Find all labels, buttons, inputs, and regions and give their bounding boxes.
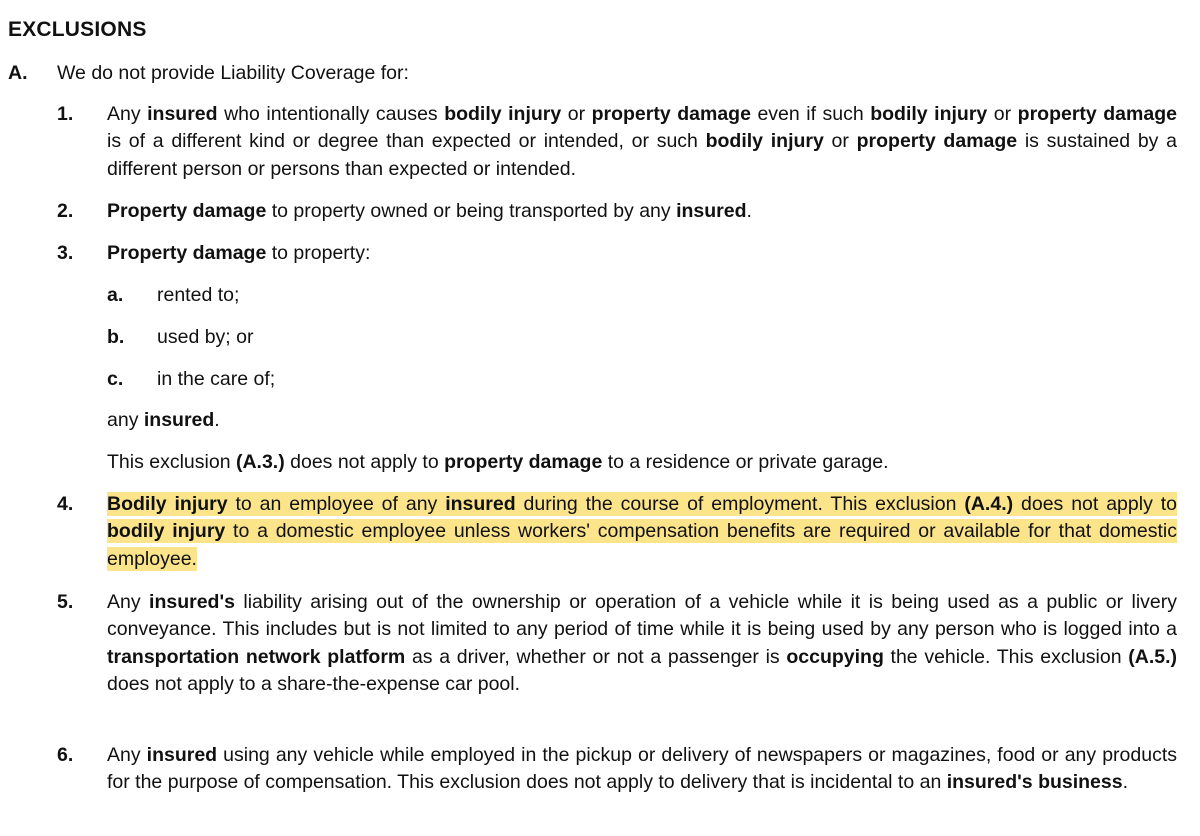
text-run: to an employee of any	[227, 493, 446, 515]
item-text	[107, 198, 1177, 225]
defined-term: insured	[445, 493, 516, 515]
text-run: to a domestic employee unless workers' compensation benefits are required or available for that domestic employee.	[107, 520, 1177, 570]
defined-term: insured's	[946, 771, 1033, 794]
text-run: any	[107, 409, 144, 431]
item-number: 6.	[57, 744, 74, 766]
text-run: who intentionally causes	[217, 103, 445, 125]
defined-term: (A.5.)	[1128, 645, 1177, 668]
item-text	[107, 240, 1177, 267]
item-text	[107, 589, 1177, 698]
defined-term: insured's	[149, 591, 235, 613]
text-run: or	[987, 103, 1018, 125]
text-run: using any vehicle while employed in the pickup or delivery of newspapers or magazines, food or any products for the purpose of compensation. This exclusion does not apply to delivery that is incidental to an	[107, 744, 1177, 794]
text-run: to property owned or being transported by any	[266, 200, 677, 222]
defined-term: Property damage	[107, 200, 267, 222]
section-a-intro: We do not provide Liability Coverage for:	[57, 62, 409, 84]
defined-term: insured	[143, 409, 215, 431]
text-run: or	[823, 130, 857, 153]
item-number: 5.	[57, 591, 74, 613]
text-run: liability arising out of the ownership or operation of a vehicle while it is being used as a public or livery conveyance. This includes but is not limited to any period of time while it is being used by any person who is logged into a	[107, 591, 1177, 641]
defined-term: (A.4.)	[964, 493, 1014, 515]
text-run: is sustained by a different person or persons than expected or intended.	[107, 130, 1177, 180]
defined-term: Property damage	[107, 242, 267, 264]
subitem-text: in the care of;	[157, 368, 276, 390]
text-run: Any	[107, 103, 148, 125]
item-number: 4.	[57, 493, 74, 515]
text-run: .	[1122, 771, 1129, 794]
closing-text	[107, 407, 220, 434]
defined-term: bodily injury	[444, 103, 562, 125]
text-run: .	[214, 409, 220, 431]
exclusion-note	[107, 449, 888, 476]
text-run: as a driver, whether or not a passenger is	[405, 645, 787, 668]
text-run: .	[746, 200, 752, 222]
defined-term: property damage	[856, 130, 1018, 153]
section-heading: EXCLUSIONS	[8, 18, 147, 41]
defined-term: property damage	[444, 451, 603, 473]
highlight	[107, 492, 1177, 571]
item-text-highlighted	[107, 491, 1177, 573]
defined-term: bodily injury	[107, 520, 226, 543]
defined-term: occupying	[786, 645, 884, 668]
subitem-text: rented to;	[157, 284, 240, 306]
defined-term: business	[1038, 771, 1123, 794]
text-run: the vehicle. This exclusion	[883, 645, 1129, 668]
text-run: is of a different kind or degree than expected or intended, or such	[107, 130, 706, 153]
text-run: does not apply to	[1013, 493, 1177, 515]
text-run: Any	[107, 744, 147, 766]
text-run: does not apply to a share-the-expense car pool.	[107, 672, 521, 695]
defined-term: transportation network platform	[107, 645, 406, 668]
text-run: Any	[107, 591, 150, 613]
section-a-label: A.	[8, 62, 28, 84]
defined-term: (A.3.)	[235, 451, 285, 473]
defined-term: bodily injury	[705, 130, 824, 153]
defined-term: property damage	[1017, 103, 1177, 125]
subitem-text: used by; or	[157, 326, 254, 348]
text-run: This exclusion	[107, 451, 236, 473]
text-run: even if such	[750, 103, 871, 125]
text-run: does not apply to	[284, 451, 445, 473]
defined-term: insured	[676, 200, 747, 222]
defined-term: bodily injury	[870, 103, 988, 125]
text-run: or	[561, 103, 592, 125]
text-run: to property:	[266, 242, 371, 264]
defined-term: insured	[146, 744, 218, 766]
defined-term: property damage	[591, 103, 751, 125]
item-text	[107, 742, 1177, 797]
subitem-label: a.	[107, 284, 124, 306]
item-number: 3.	[57, 242, 74, 264]
subitem-label: c.	[107, 368, 124, 390]
text-run: during the course of employment. This exclusion	[515, 493, 965, 515]
defined-term: insured	[147, 103, 218, 125]
text-run: to a residence or private garage.	[602, 451, 889, 473]
defined-term: Bodily injury	[107, 493, 228, 515]
item-number: 2.	[57, 200, 74, 222]
subitem-label: b.	[107, 326, 125, 348]
item-number: 1.	[57, 103, 74, 125]
item-text	[107, 101, 1177, 183]
